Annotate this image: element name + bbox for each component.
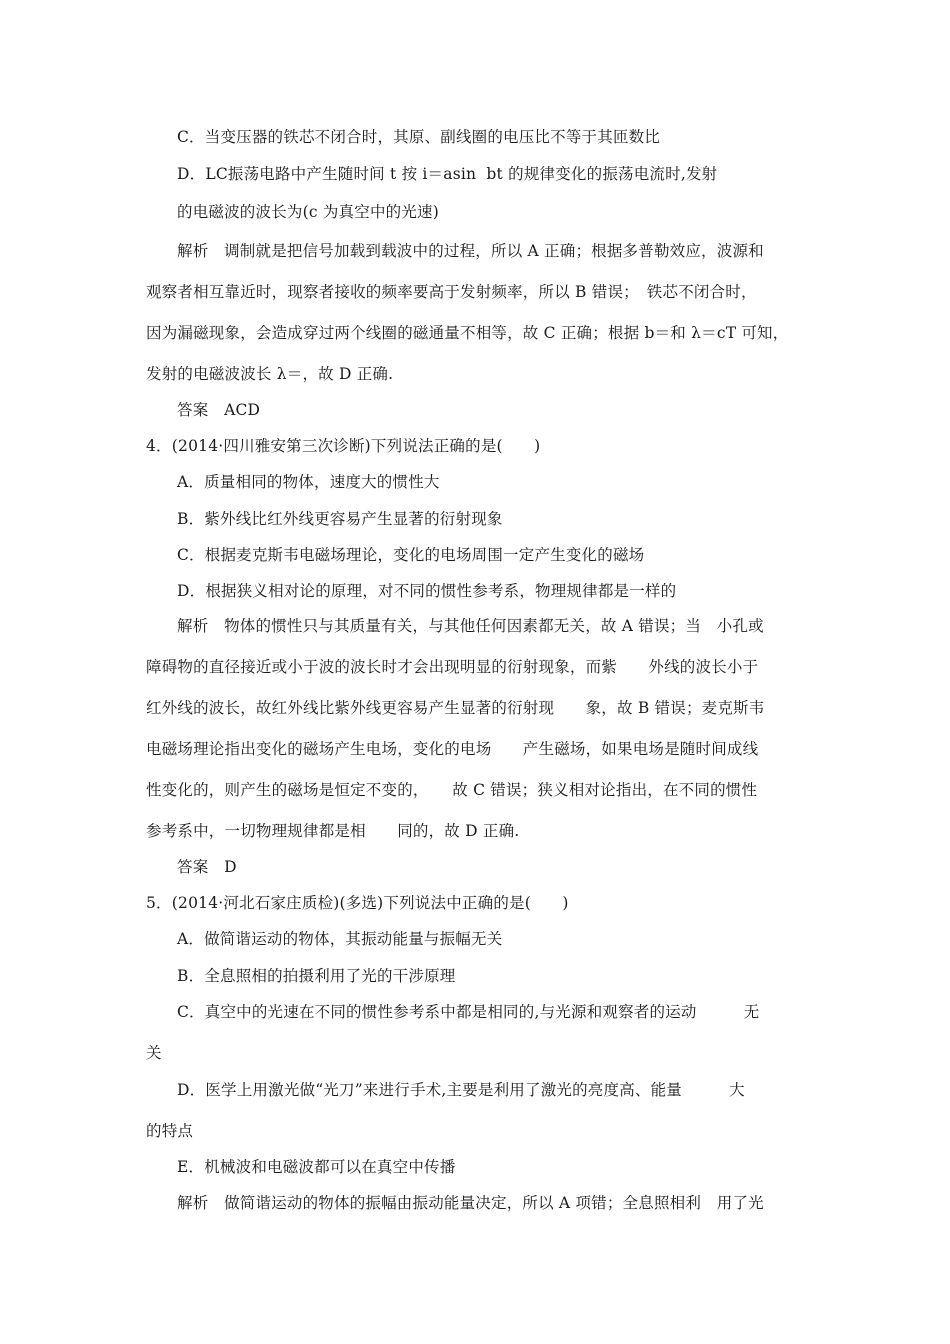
analysis-4-line-2: 障碍物的直径接近或小于波的波长时才会出现明显的衍射现象，而紫 外线的波长小于 [146, 658, 759, 676]
q5-option-c-continuation: 关 [146, 1044, 162, 1062]
option-d-continuation: 的电磁波的波长为(c 为真空中的光速) [177, 203, 440, 221]
option-c-transformer: C．当变压器的铁芯不闭合时，其原、副线圈的电压比不等于其匝数比 [177, 128, 661, 146]
q4-option-a: A．质量相同的物体，速度大的惯性大 [177, 473, 440, 491]
q5-option-a: A．做简谐运动的物体，其振动能量与振幅无关 [177, 930, 503, 948]
q4-option-c: C．根据麦克斯韦电磁场理论，变化的电场周围一定产生变化的磁场 [177, 546, 645, 564]
analysis-4-line-3: 红外线的波长，故红外线比紫外线更容易产生显著的衍射现 象，故 B 错误；麦克斯韦 [146, 699, 765, 717]
q4-option-b: B．紫外线比红外线更容易产生显著的衍射现象 [177, 510, 503, 528]
option-d-lc-circuit: D．LC振荡电路中产生随时间 t 按 i＝asin bt 的规律变化的振荡电流时,发射 [177, 165, 718, 183]
analysis-3-line-2: 观察者相互靠近时，现察者接收的频率要高于发射频率，所以 B 错误； 铁芯不闭合时， [146, 283, 757, 301]
q5-option-e: E．机械波和电磁波都可以在真空中传播 [177, 1158, 456, 1176]
analysis-4-line-6: 参考系中，一切物理规律都是相 同的，故 D 正确. [146, 822, 520, 840]
analysis-3-line-3: 因为漏磁现象，会造成穿过两个线圈的磁通量不相等，故 C 正确；根据 b＝和 λ＝cT 可知， [146, 324, 789, 342]
q4-option-d: D．根据狭义相对论的原理，对不同的惯性参考系，物理规律都是一样的 [177, 582, 677, 600]
q5-option-b: B．全息照相的拍摄利用了光的干涉原理 [177, 967, 456, 985]
q5-option-d-continuation: 的特点 [146, 1122, 194, 1140]
analysis-3-line-1: 解析 调制就是把信号加载到载波中的过程，所以 A 正确；根据多普勒效应，波源和 [177, 242, 764, 260]
analysis-4-line-5: 性变化的，则产生的磁场是恒定不变的， 故 C 错误；狭义相对论指出，在不同的惯性 [146, 781, 758, 799]
q5-option-d: D．医学上用激光做“光刀”来进行手术,主要是利用了激光的亮度高、能量 大 [177, 1081, 745, 1099]
analysis-5-line-1: 解析 做简谐运动的物体的振幅由振动能量决定，所以 A 项错；全息照相利 用了光 [177, 1194, 764, 1212]
analysis-3-line-4: 发射的电磁波波长 λ＝，故 D 正确. [146, 365, 394, 383]
analysis-4-line-4: 电磁场理论指出变化的磁场产生电场，变化的电场 产生磁场，如果电场是随时间成线 [146, 740, 759, 758]
question-5: 5．(2014·河北石家庄质检)(多选)下列说法中正确的是( ) [146, 894, 569, 912]
answer-4: 答案 D [177, 858, 237, 876]
analysis-4-line-1: 解析 物体的惯性只与其质量有关，与其他任何因素都无关，故 A 错误；当 小孔或 [177, 617, 764, 635]
answer-3: 答案 ACD [177, 401, 261, 419]
question-4: 4．(2014·四川雅安第三次诊断)下列说法正确的是( ) [146, 437, 541, 455]
q5-option-c: C．真空中的光速在不同的惯性参考系中都是相同的,与光源和观察者的运动 无 [177, 1003, 760, 1021]
